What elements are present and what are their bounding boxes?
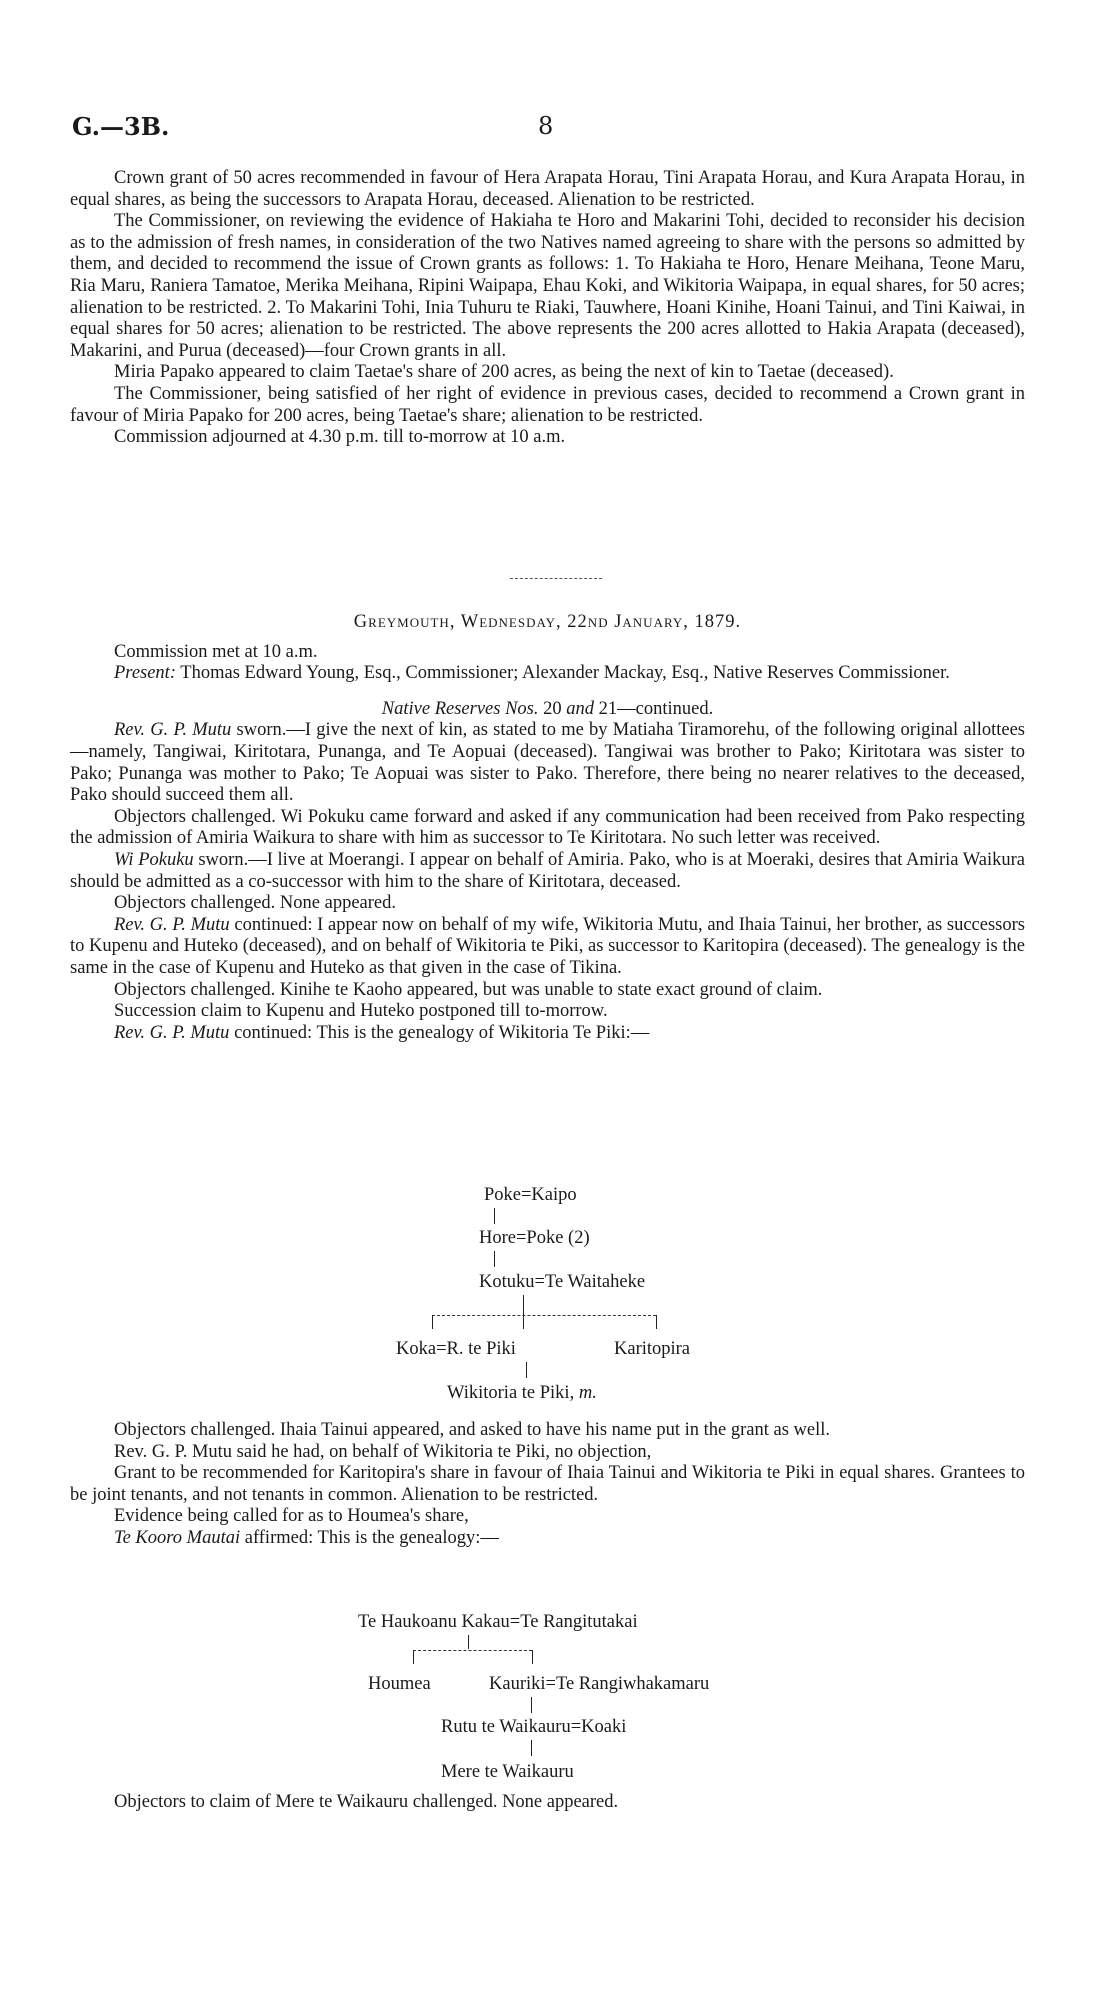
evidence-paragraph: Objectors challenged. Wi Pokuku came forward and asked if any communication had been received from Pako respecting the admission of Amiria Waikura to share with him as successor to Te Kiritotara. No such letter was received. [70, 806, 1025, 849]
grant-section [70, 1420, 1025, 1550]
genealogy-line: Hore=Poke (2) [479, 1228, 590, 1248]
report-reference: G.—3B. [72, 112, 170, 141]
genealogy-line: Mere te Waikauru [441, 1762, 574, 1782]
genealogy-connector [532, 1650, 533, 1664]
genealogy-connector [468, 1635, 469, 1649]
genealogy-name: Wikitoria te Piki, [447, 1383, 575, 1403]
reserves-heading [70, 699, 1025, 721]
speaker-name: Rev. G. P. Mutu [114, 914, 230, 935]
present-text: Thomas Edward Young, Esq., Commissioner; Alexander Mackay, Esq., Native Reserves Commissioner. [180, 663, 950, 684]
genealogy-connector [531, 1740, 532, 1756]
paragraph: Commission adjourned at 4.30 p.m. till to-morrow at 10 a.m. [114, 427, 566, 448]
speaker-name: Rev. G. P. Mutu [114, 1022, 230, 1043]
genealogy-line: Kauriki=Te Rangiwhakamaru [489, 1674, 710, 1694]
evidence-paragraph: Objectors challenged. None appeared. [114, 893, 396, 914]
genealogy-line: Houmea [368, 1674, 431, 1694]
evidence-text: continued: This is the genealogy of Wikitoria Te Piki:— [229, 1022, 650, 1043]
genealogy-line: Kotuku=Te Waitaheke [479, 1272, 646, 1292]
genealogy-line: Te Haukoanu Kakau=Te Rangitutakai [358, 1612, 638, 1632]
reserves-heading-and: and [566, 698, 594, 719]
session-section [70, 612, 1025, 1044]
genealogy-line: Koka=R. te Piki [396, 1339, 516, 1359]
evidence-text: sworn.—I live at Moerangi. I appear on behalf of Amiria. Pako, who is at Moeraki, desires that Amiria Waikura should be admitted as a co-successor with him to the share of Kiritotara, deceased. [70, 849, 1025, 892]
paragraph: The Commissioner, on reviewing the evidence of Hakiaha te Horo and Makarini Tohi, decided to reconsider his decision as to the admission of fresh names, in consideration of the two Natives named agreeing to share with the persons so admitted by them, and decided to recommend the issue of Crown grants as follows: 1. To Hakiaha te Horo, Henare Meihana, Teone Maru, Ria Maru, Raniera Tamatoe, Merika Meihana, Ripini Waipapa, Ehau Koki, and Wikitoria Waipapa, in equal shares, for 50 acres; alienation to be restricted. 2. To Makarini Tohi, Inia Tuhuru te Riaki, Tauwhere, Hoani Kinihe, Hoani Tainui, and Tini Kaiwai, in equal shares for 50 acres; alienation to be restricted. The above represents the 200 acres allotted to Hakia Arapata (deceased), Makarini, and Purua (deceased)—four Crown grants in all. [70, 211, 1025, 361]
session-heading: Greymouth, Wednesday, 22nd January, 1879. [353, 612, 742, 632]
paragraph: Objectors challenged. Ihaia Tainui appeared, and asked to have his name put in the grant as well. [114, 1420, 831, 1440]
top-section [70, 168, 1025, 449]
evidence-text: affirmed: This is the genealogy:— [240, 1527, 499, 1548]
present-label: Present: [114, 663, 176, 684]
evidence-paragraph: Succession claim to Kupenu and Huteko postponed till to-morrow. [114, 1001, 608, 1022]
present-paragraph [70, 663, 1025, 685]
genealogy-connector [531, 1697, 532, 1713]
genealogy-line [447, 1383, 597, 1404]
paragraph: Crown grant of 50 acres recommended in favour of Hera Arapata Horau, Tini Arapata Horau, and Kura Arapata Horau, in equal shares, as being the successors to Arapata Horau, deceased. Alienation to be restricted. [70, 168, 1025, 210]
paragraph: Grant to be recommended for Karitopira's share in favour of Ihaia Tainui and Wikitoria te Piki in equal shares. Grantees to be joint tenants, and not tenants in common. Alienation to be restricted. [70, 1463, 1025, 1505]
paragraph: The Commissioner, being satisfied of her right of evidence in previous cases, decided to recommend a Crown grant in favour of Miria Papako for 200 acres, being Taetae's share; alienation to be restricted. [70, 383, 1025, 426]
genealogy-connector [413, 1650, 414, 1664]
genealogy-suffix: m. [578, 1383, 597, 1403]
reserves-heading-italic: Native Reserves Nos. [381, 698, 539, 719]
closing-paragraph: Objectors to claim of Mere te Waikauru challenged. None appeared. [114, 1792, 619, 1812]
genealogy-connector [523, 1315, 524, 1329]
genealogy-connector [523, 1295, 524, 1315]
speaker-name: Wi Pokuku [114, 849, 194, 870]
genealogy-connector [526, 1362, 527, 1378]
reserves-heading-number: 20 [543, 698, 562, 719]
genealogy-line: Karitopira [614, 1339, 691, 1359]
genealogy-sibling-bar [432, 1315, 656, 1316]
genealogy-sibling-bar [413, 1650, 532, 1651]
paragraph: Evidence being called for as to Houmea's share, [114, 1506, 469, 1527]
reserves-heading-tail: 21—continued. [598, 698, 714, 719]
speaker-name: Rev. G. P. Mutu [114, 720, 232, 741]
evidence-paragraph [70, 850, 1025, 893]
speaker-name: Te Kooro Mautai [114, 1527, 241, 1548]
closing-section [70, 1792, 1025, 1814]
genealogy-connector [494, 1208, 495, 1224]
evidence-text: sworn.—I give the next of kin, as stated to me by Matiaha Tiramorehu, of the following original allottees—namely, Tangiwai, Kiritotara, Punanga, and Te Aopuai (deceased). Tangiwai was brother to Pako; Kiritotara was sister to Pako; Punanga was mother to Pako; Te Aopuai was sister to Pako. Therefore, there being no nearer relatives to the deceased, Pako should succeed them all. [70, 720, 1025, 806]
section-divider [510, 578, 602, 579]
genealogy-line: Poke=Kaipo [484, 1185, 577, 1205]
paragraph: Miria Papako appeared to claim Taetae's share of 200 acres, as being the next of kin to Taetae (deceased). [114, 362, 894, 383]
genealogy-connector [432, 1315, 433, 1329]
commission-met: Commission met at 10 a.m. [114, 641, 318, 662]
paragraph: Rev. G. P. Mutu said he had, on behalf of Wikitoria te Piki, no objection, [114, 1441, 652, 1462]
paragraph [70, 1528, 1025, 1550]
genealogy-connector [656, 1315, 657, 1329]
genealogy-connector [494, 1251, 495, 1267]
genealogy-line: Rutu te Waikauru=Koaki [441, 1717, 627, 1737]
page-number: 8 [538, 112, 554, 140]
evidence-paragraph [70, 1023, 1025, 1045]
evidence-paragraph: Objectors challenged. Kinihe te Kaoho appeared, but was unable to state exact ground of claim. [114, 979, 823, 1000]
evidence-paragraph [70, 915, 1025, 980]
evidence-paragraph [70, 720, 1025, 806]
evidence-text: continued: I appear now on behalf of my wife, Wikitoria Mutu, and Ihaia Tainui, her brother, as successors to Kupenu and Huteko (deceased), and on behalf of Wikitoria te Piki, as successor to Karitopira (deceased). The genealogy is the same in the case of Kupenu and Huteko as that given in the case of Tikina. [70, 914, 1025, 978]
